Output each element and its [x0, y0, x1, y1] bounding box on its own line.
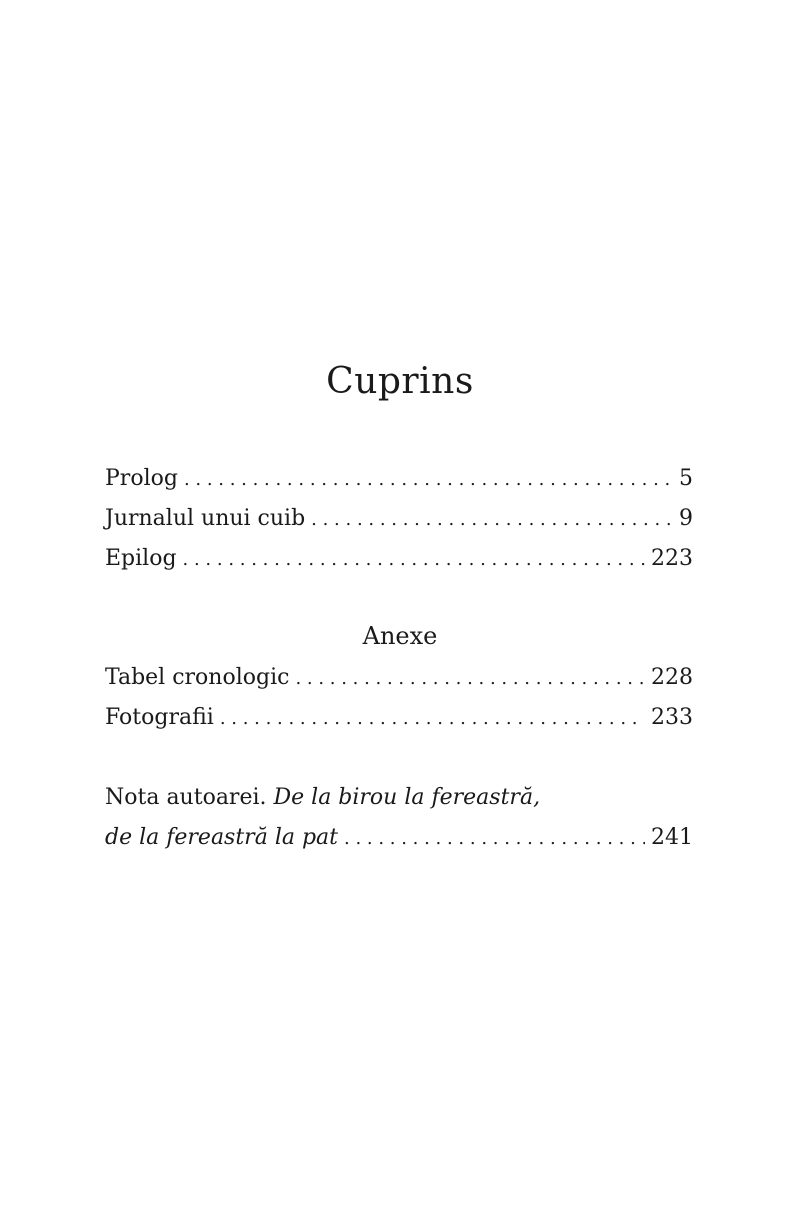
- toc-entry-page: 241: [651, 825, 693, 850]
- toc-entry-label: Jurnalul unui cuib: [105, 506, 306, 531]
- toc-entry-page: 228: [651, 665, 693, 690]
- toc-entry-page: 5: [679, 466, 693, 491]
- toc-entry-page: 9: [679, 506, 693, 531]
- toc-entry-jurnalul: [105, 499, 693, 539]
- toc-entry-label: Epilog: [105, 546, 177, 571]
- toc-nota-line2: [105, 818, 693, 858]
- toc-nota-autoarei: [105, 778, 693, 858]
- toc-entry-page: 233: [651, 705, 693, 730]
- nota-italic-line2: de la fereastră la pat: [105, 825, 338, 850]
- toc-entry-tabel-cronologic: [105, 658, 693, 698]
- toc-entry-epilog: [105, 539, 693, 579]
- dot-leader: [311, 500, 673, 540]
- nota-italic-line1: De la birou la fereastră,: [273, 785, 541, 810]
- nota-prefix: Nota autoarei.: [105, 785, 267, 810]
- dot-leader: [183, 540, 645, 580]
- toc-nota-line1: [105, 778, 693, 818]
- toc-entry-label: Fotografii: [105, 705, 214, 730]
- toc-entry-label: Tabel cronologic: [105, 665, 290, 690]
- toc-entry-label: Prolog: [105, 466, 178, 491]
- page-title: Cuprins: [326, 361, 474, 402]
- dot-leader: [184, 460, 673, 500]
- dot-leader: [344, 819, 645, 859]
- toc-main-list: [105, 459, 693, 579]
- section-heading-anexe: Anexe: [362, 622, 438, 650]
- toc-entry-prolog: [105, 459, 693, 499]
- toc-entry-page: 223: [651, 546, 693, 571]
- dot-leader: [220, 699, 645, 739]
- toc-entry-fotografii: [105, 698, 693, 738]
- toc-anexe-list: [105, 658, 693, 738]
- dot-leader: [295, 659, 645, 699]
